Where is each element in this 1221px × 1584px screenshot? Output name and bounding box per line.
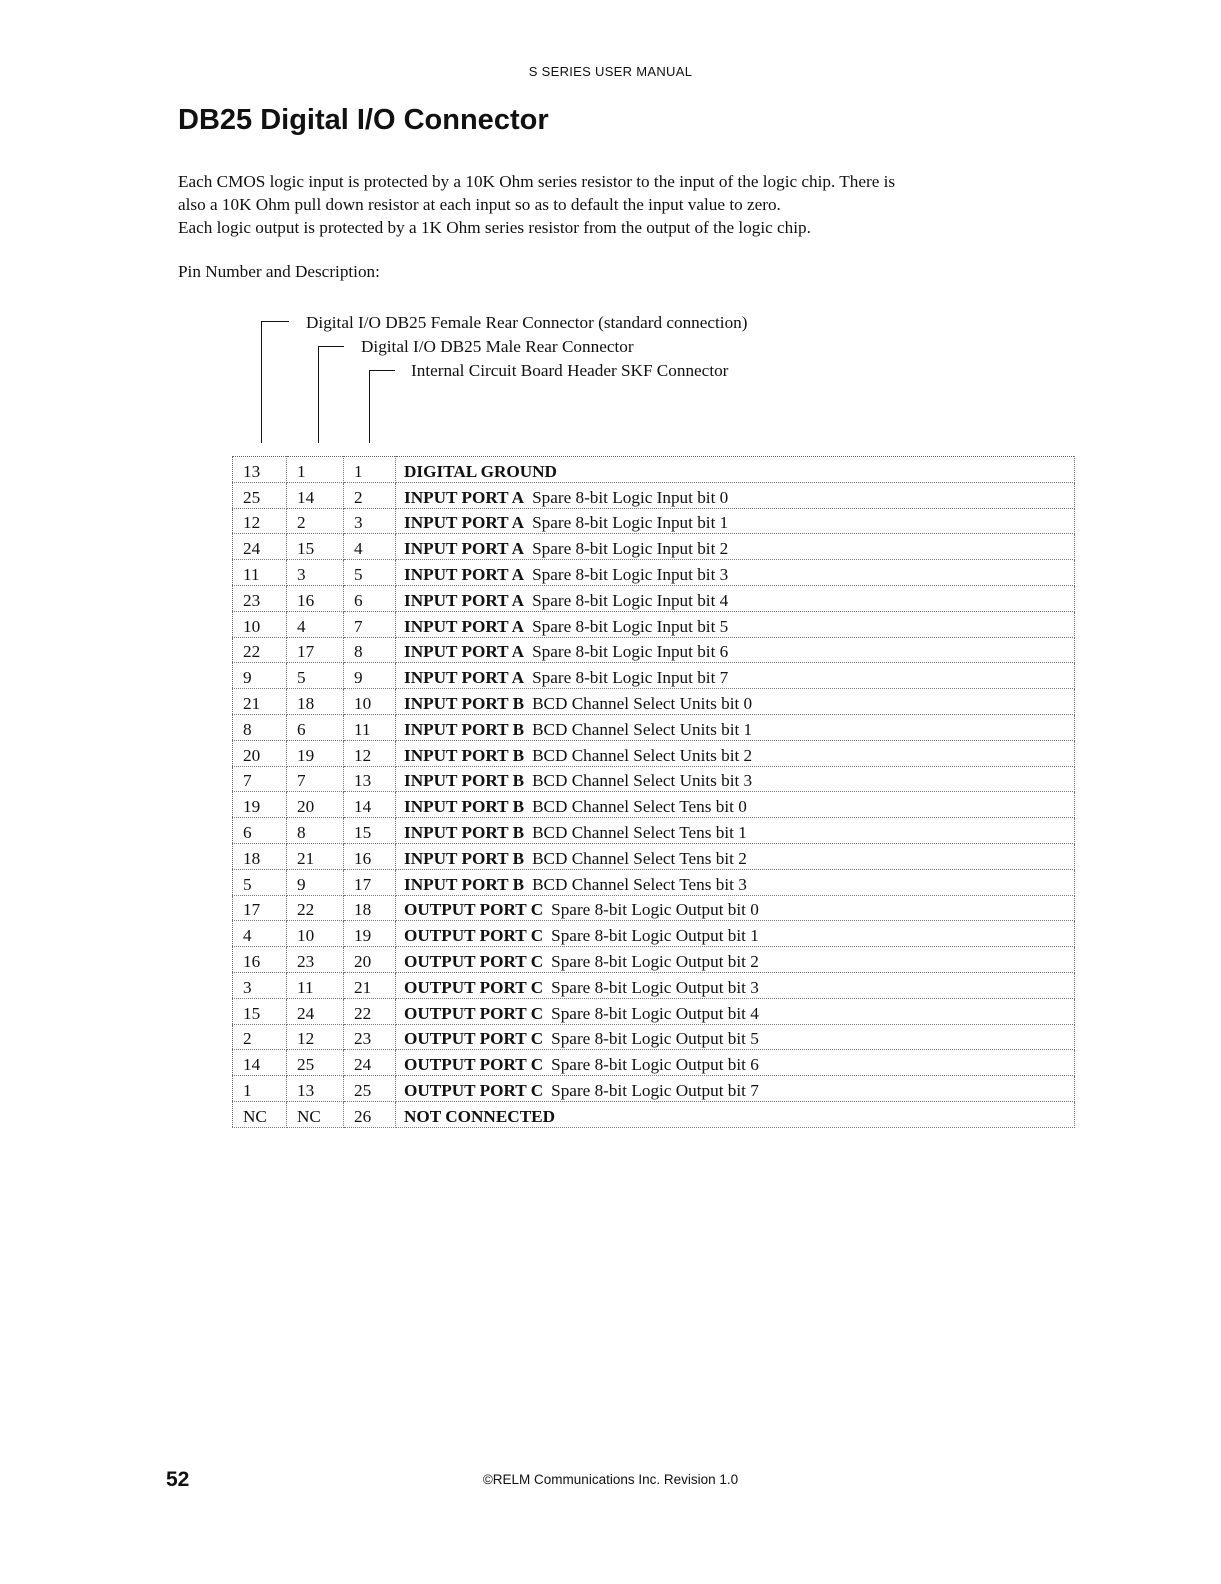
female-pin: 14 [233, 1050, 287, 1076]
pin-description [396, 663, 1075, 689]
male-pin: 15 [287, 534, 344, 560]
male-pin: 9 [287, 869, 344, 895]
page-number: 52 [166, 1468, 190, 1491]
header-pin: 15 [344, 818, 396, 844]
table-row [233, 998, 1075, 1024]
port-name: INPUT PORT A [404, 590, 525, 610]
pin-description [396, 947, 1075, 973]
legend-bracket-header-line [369, 370, 370, 443]
header-pin: 6 [344, 585, 396, 611]
male-pin: 1 [287, 457, 344, 483]
header-pin: 18 [344, 895, 396, 921]
male-pin: 14 [287, 482, 344, 508]
table-row [233, 1101, 1075, 1127]
female-pin: 13 [233, 457, 287, 483]
port-name: INPUT PORT B [404, 874, 525, 894]
pin-description [396, 534, 1075, 560]
header-pin: 25 [344, 1076, 396, 1102]
header-pin: 7 [344, 611, 396, 637]
male-pin: 24 [287, 998, 344, 1024]
pin-description [396, 818, 1075, 844]
male-pin: 12 [287, 1024, 344, 1050]
legend-female: Digital I/O DB25 Female Rear Connector (standard connection) [306, 313, 748, 332]
female-pin: 3 [233, 972, 287, 998]
table-row [233, 560, 1075, 586]
legend-bracket-male-line [318, 346, 319, 443]
female-pin: 4 [233, 921, 287, 947]
port-detail: Spare 8-bit Logic Input bit 1 [532, 513, 729, 533]
legend-bracket-male-top [318, 346, 344, 347]
pin-description [396, 560, 1075, 586]
female-pin: 21 [233, 689, 287, 715]
table-row [233, 1076, 1075, 1102]
legend-bracket-header-top [369, 370, 395, 371]
table-row [233, 1050, 1075, 1076]
header-pin: 1 [344, 457, 396, 483]
female-pin: NC [233, 1101, 287, 1127]
table-row [233, 818, 1075, 844]
header-pin: 5 [344, 560, 396, 586]
table-row [233, 740, 1075, 766]
male-pin: 23 [287, 947, 344, 973]
header-pin: 22 [344, 998, 396, 1024]
female-pin: 11 [233, 560, 287, 586]
header-pin: 9 [344, 663, 396, 689]
port-detail: BCD Channel Select Units bit 0 [532, 693, 753, 713]
female-pin: 24 [233, 534, 287, 560]
pin-description [396, 766, 1075, 792]
header-pin: 13 [344, 766, 396, 792]
pin-description [396, 714, 1075, 740]
port-detail: Spare 8-bit Logic Input bit 5 [532, 616, 729, 636]
port-name: OUTPUT PORT C [404, 1080, 544, 1100]
male-pin: 10 [287, 921, 344, 947]
header-pin: 21 [344, 972, 396, 998]
port-detail: BCD Channel Select Tens bit 0 [532, 797, 747, 817]
header-pin: 11 [344, 714, 396, 740]
port-name: INPUT PORT B [404, 848, 525, 868]
port-name: INPUT PORT B [404, 719, 525, 739]
port-detail: Spare 8-bit Logic Input bit 0 [532, 487, 729, 507]
female-pin: 6 [233, 818, 287, 844]
port-detail: Spare 8-bit Logic Output bit 6 [551, 1055, 759, 1075]
header-pin: 24 [344, 1050, 396, 1076]
header-pin: 17 [344, 869, 396, 895]
female-pin: 2 [233, 1024, 287, 1050]
female-pin: 20 [233, 740, 287, 766]
running-header: S SERIES USER MANUAL [528, 64, 693, 79]
port-name: NOT CONNECTED [404, 1106, 556, 1126]
port-detail: BCD Channel Select Units bit 3 [532, 771, 753, 791]
male-pin: 4 [287, 611, 344, 637]
pin-description [396, 508, 1075, 534]
port-detail: Spare 8-bit Logic Output bit 0 [551, 900, 759, 920]
female-pin: 23 [233, 585, 287, 611]
female-pin: 12 [233, 508, 287, 534]
male-pin: 18 [287, 689, 344, 715]
port-name: OUTPUT PORT C [404, 951, 544, 971]
footer-copyright: ©RELM Communications Inc. Revision 1.0 [482, 1472, 739, 1487]
header-pin: 20 [344, 947, 396, 973]
female-pin: 8 [233, 714, 287, 740]
page-title: DB25 Digital I/O Connector [178, 104, 549, 136]
legend-male: Digital I/O DB25 Male Rear Connector [361, 337, 634, 356]
table-row [233, 843, 1075, 869]
table-row [233, 457, 1075, 483]
port-name: INPUT PORT B [404, 693, 525, 713]
pin-description [396, 1024, 1075, 1050]
table-row [233, 1024, 1075, 1050]
female-pin: 19 [233, 792, 287, 818]
female-pin: 5 [233, 869, 287, 895]
pin-description [396, 611, 1075, 637]
pin-table [232, 456, 1075, 1128]
pin-description [396, 869, 1075, 895]
port-name: OUTPUT PORT C [404, 926, 544, 946]
pin-description [396, 921, 1075, 947]
table-row [233, 534, 1075, 560]
female-pin: 25 [233, 482, 287, 508]
port-detail: BCD Channel Select Units bit 2 [532, 745, 753, 765]
female-pin: 15 [233, 998, 287, 1024]
table-row [233, 921, 1075, 947]
male-pin: 2 [287, 508, 344, 534]
table-row [233, 792, 1075, 818]
pin-description [396, 482, 1075, 508]
pin-description [396, 1050, 1075, 1076]
pin-table-body [233, 457, 1075, 1128]
port-name: INPUT PORT B [404, 797, 525, 817]
port-name: INPUT PORT A [404, 642, 525, 662]
port-detail: Spare 8-bit Logic Output bit 7 [551, 1080, 759, 1100]
pin-description [396, 895, 1075, 921]
male-pin: 19 [287, 740, 344, 766]
pin-description [396, 972, 1075, 998]
table-row [233, 972, 1075, 998]
port-name: INPUT PORT A [404, 513, 525, 533]
port-detail: BCD Channel Select Units bit 1 [532, 719, 753, 739]
port-detail: Spare 8-bit Logic Input bit 7 [532, 668, 729, 688]
pin-description [396, 792, 1075, 818]
pin-description [396, 1076, 1075, 1102]
intro-line-1: Each CMOS logic input is protected by a 10K Ohm series resistor to the input of the logic chip. There is [178, 172, 896, 191]
female-pin: 1 [233, 1076, 287, 1102]
female-pin: 17 [233, 895, 287, 921]
table-row [233, 766, 1075, 792]
female-pin: 16 [233, 947, 287, 973]
male-pin: 17 [287, 637, 344, 663]
port-name: INPUT PORT A [404, 616, 525, 636]
pin-description [396, 637, 1075, 663]
port-name: OUTPUT PORT C [404, 1003, 544, 1023]
intro-paragraph [178, 170, 1058, 239]
port-name: OUTPUT PORT C [404, 1029, 544, 1049]
table-row [233, 663, 1075, 689]
male-pin: NC [287, 1101, 344, 1127]
port-detail: Spare 8-bit Logic Input bit 4 [532, 590, 729, 610]
male-pin: 25 [287, 1050, 344, 1076]
header-pin: 3 [344, 508, 396, 534]
table-row [233, 637, 1075, 663]
header-pin: 16 [344, 843, 396, 869]
legend-header: Internal Circuit Board Header SKF Connector [411, 361, 729, 380]
port-name: INPUT PORT A [404, 564, 525, 584]
header-pin: 23 [344, 1024, 396, 1050]
male-pin: 21 [287, 843, 344, 869]
pin-description [396, 585, 1075, 611]
header-pin: 12 [344, 740, 396, 766]
male-pin: 11 [287, 972, 344, 998]
male-pin: 16 [287, 585, 344, 611]
header-pin: 10 [344, 689, 396, 715]
pin-description [396, 998, 1075, 1024]
table-row [233, 895, 1075, 921]
port-name: INPUT PORT B [404, 822, 525, 842]
port-name: INPUT PORT A [404, 668, 525, 688]
male-pin: 6 [287, 714, 344, 740]
female-pin: 18 [233, 843, 287, 869]
port-name: INPUT PORT B [404, 745, 525, 765]
male-pin: 8 [287, 818, 344, 844]
pin-caption: Pin Number and Description: [178, 262, 380, 281]
pin-description [396, 843, 1075, 869]
male-pin: 20 [287, 792, 344, 818]
intro-line-2: also a 10K Ohm pull down resistor at each input so as to default the input value to zero. [178, 195, 781, 214]
port-detail: BCD Channel Select Tens bit 3 [532, 874, 747, 894]
port-name: OUTPUT PORT C [404, 977, 544, 997]
header-pin: 2 [344, 482, 396, 508]
table-row [233, 869, 1075, 895]
male-pin: 13 [287, 1076, 344, 1102]
port-name: DIGITAL GROUND [404, 461, 557, 481]
legend-bracket-female-line [261, 321, 262, 443]
legend-bracket-female-top [261, 321, 289, 322]
table-row [233, 689, 1075, 715]
header-pin: 14 [344, 792, 396, 818]
male-pin: 7 [287, 766, 344, 792]
port-detail: BCD Channel Select Tens bit 2 [532, 848, 747, 868]
port-name: INPUT PORT B [404, 771, 525, 791]
port-detail: Spare 8-bit Logic Input bit 3 [532, 564, 729, 584]
table-row [233, 947, 1075, 973]
pin-description [396, 457, 1075, 483]
pin-description [396, 689, 1075, 715]
port-name: INPUT PORT A [404, 487, 525, 507]
port-detail: Spare 8-bit Logic Output bit 3 [551, 977, 759, 997]
header-pin: 19 [344, 921, 396, 947]
port-detail: Spare 8-bit Logic Input bit 2 [532, 539, 729, 559]
male-pin: 5 [287, 663, 344, 689]
port-name: INPUT PORT A [404, 539, 525, 559]
female-pin: 7 [233, 766, 287, 792]
intro-line-3: Each logic output is protected by a 1K Ohm series resistor from the output of the logic chip. [178, 218, 811, 237]
pin-description [396, 740, 1075, 766]
header-pin: 4 [344, 534, 396, 560]
port-detail: Spare 8-bit Logic Output bit 5 [551, 1029, 759, 1049]
table-row [233, 508, 1075, 534]
port-detail: Spare 8-bit Logic Input bit 6 [532, 642, 729, 662]
table-row [233, 611, 1075, 637]
female-pin: 9 [233, 663, 287, 689]
male-pin: 3 [287, 560, 344, 586]
port-detail: Spare 8-bit Logic Output bit 2 [551, 951, 759, 971]
port-detail: Spare 8-bit Logic Output bit 1 [551, 926, 759, 946]
pin-description [396, 1101, 1075, 1127]
port-name: OUTPUT PORT C [404, 1055, 544, 1075]
header-pin: 8 [344, 637, 396, 663]
port-detail: Spare 8-bit Logic Output bit 4 [551, 1003, 759, 1023]
female-pin: 10 [233, 611, 287, 637]
female-pin: 22 [233, 637, 287, 663]
table-row [233, 482, 1075, 508]
table-row [233, 585, 1075, 611]
male-pin: 22 [287, 895, 344, 921]
header-pin: 26 [344, 1101, 396, 1127]
table-row [233, 714, 1075, 740]
port-name: OUTPUT PORT C [404, 900, 544, 920]
port-detail: BCD Channel Select Tens bit 1 [532, 822, 747, 842]
